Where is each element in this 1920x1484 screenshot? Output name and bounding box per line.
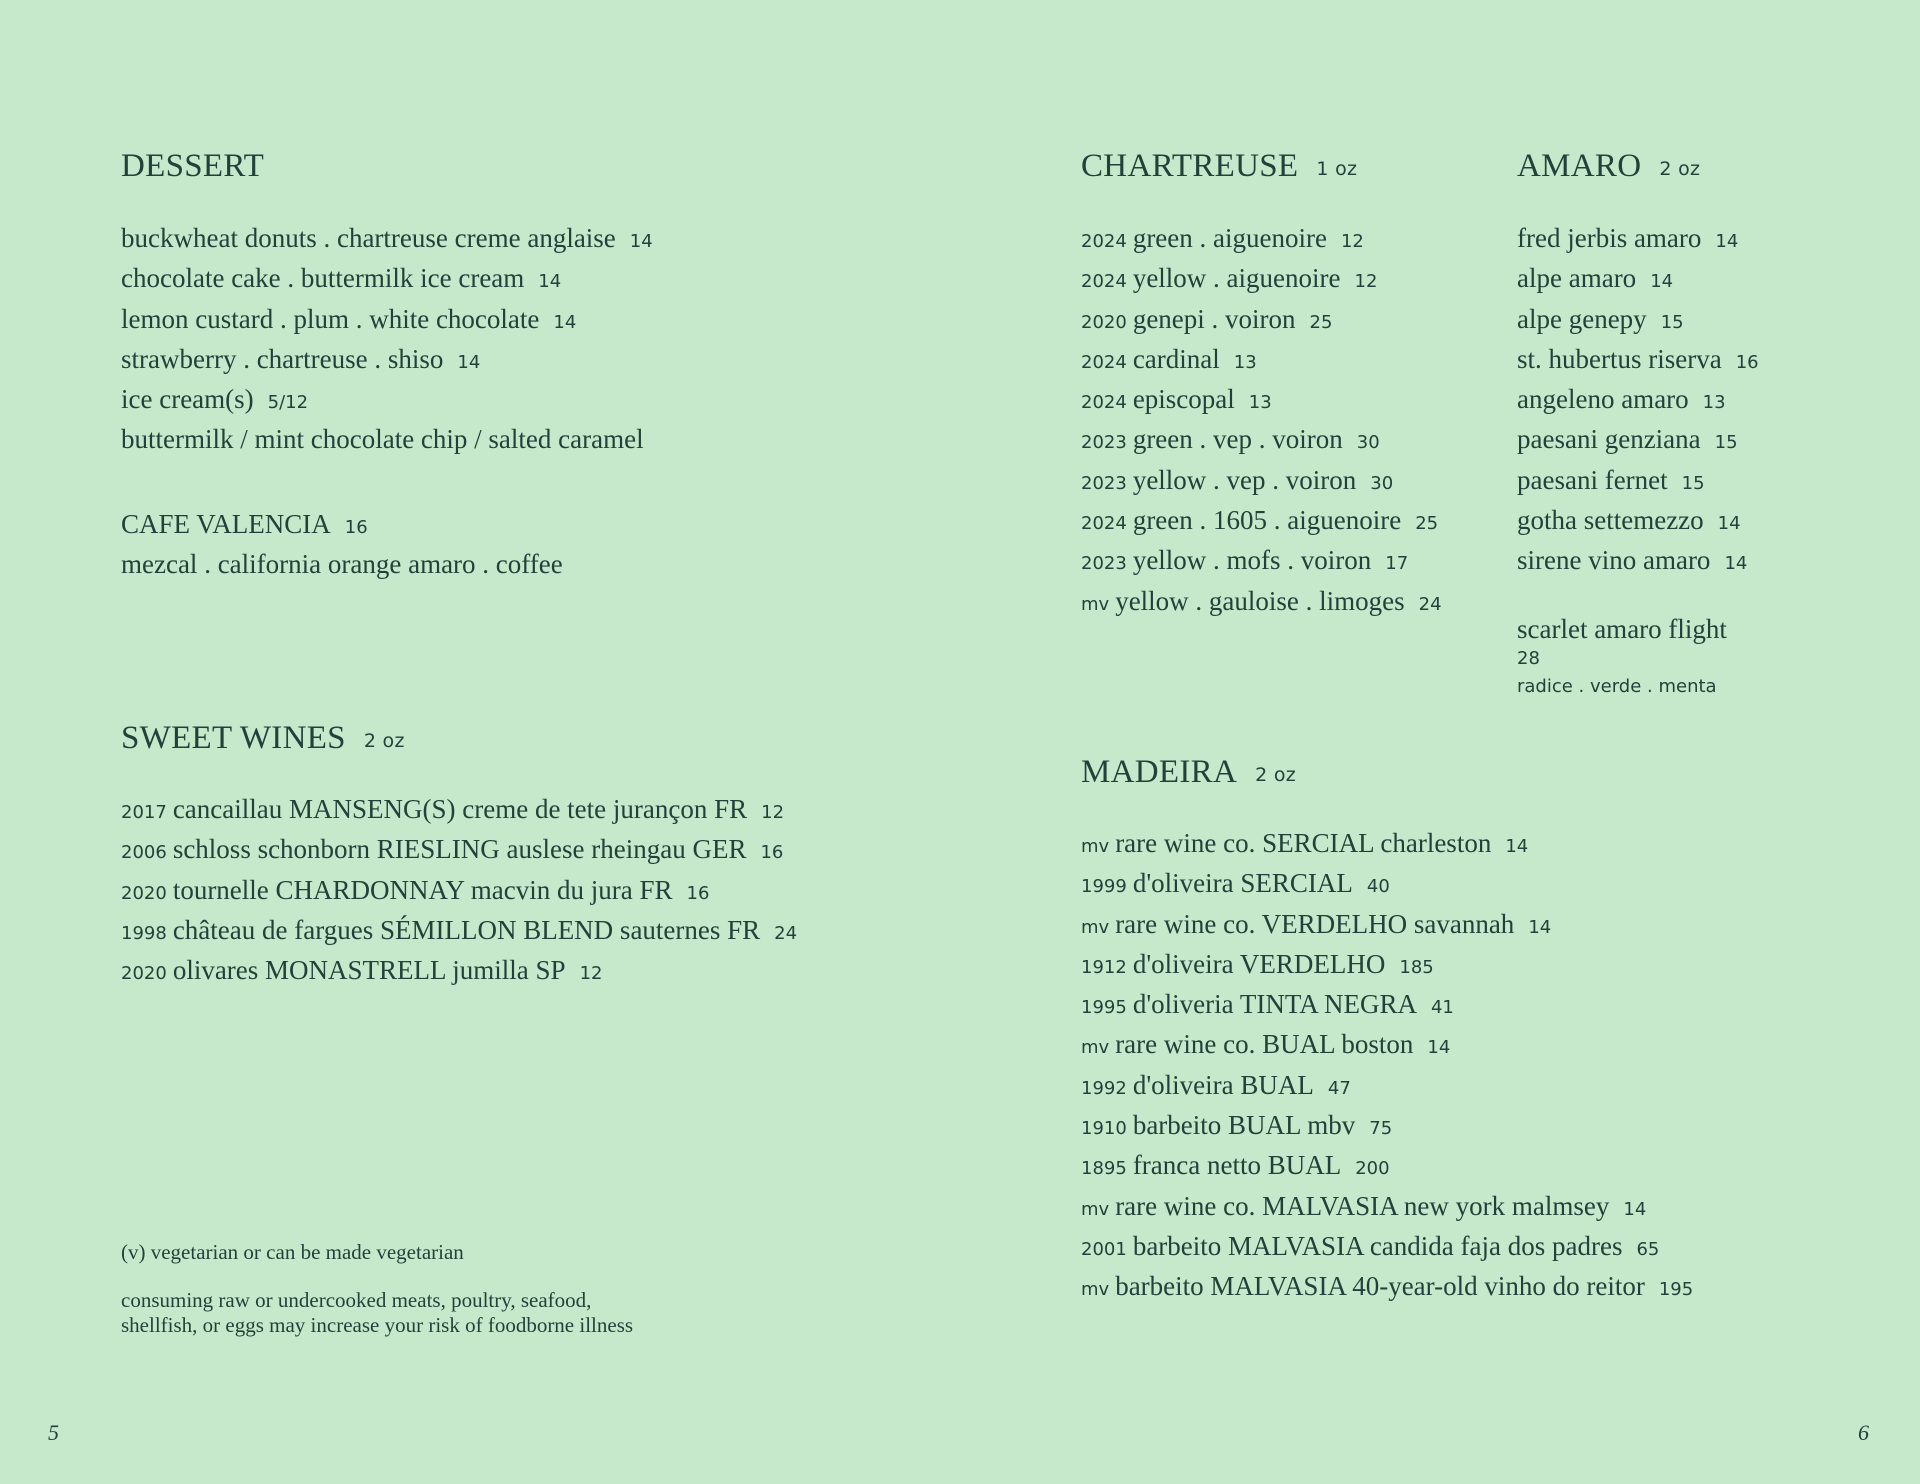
section-title: AMARO 2 oz xyxy=(1517,148,1701,184)
menu-item: fred jerbis amaro 14 xyxy=(1517,223,1739,253)
ice-cream-flavors: buttermilk / mint chocolate chip / salted caramel xyxy=(121,424,644,455)
menu-item: st. hubertus riserva 16 xyxy=(1517,343,1759,374)
section-title: CHARTREUSE 1 oz xyxy=(1081,148,1358,184)
vintage: 2024 xyxy=(1081,392,1127,414)
price: 25 xyxy=(1309,311,1333,333)
price: 16 xyxy=(344,517,368,538)
price: 14 xyxy=(1505,836,1529,857)
price: 47 xyxy=(1327,1077,1351,1099)
vintage: 1895 xyxy=(1081,1158,1127,1180)
menu-item: paesani genziana 15 xyxy=(1517,424,1738,455)
menu-item: 2024 cardinal 13 xyxy=(1081,343,1257,374)
dessert-section xyxy=(121,150,653,458)
menu-item: 2023 green . vep . voiron 30 xyxy=(1081,424,1380,455)
price: 14 xyxy=(1650,271,1674,293)
serving-size: 2 oz xyxy=(1255,764,1297,786)
menu-item: gotha settemezzo 14 xyxy=(1517,505,1741,536)
price: 195 xyxy=(1658,1279,1694,1301)
amaro-section xyxy=(1517,150,1759,703)
menu-item: 2006 schloss schonborn RIESLING auslese rheingau GER 16 xyxy=(121,834,784,865)
menu-item: 1999 d'oliveira SERCIAL 40 xyxy=(1081,868,1390,899)
price: 24 xyxy=(1418,593,1442,615)
page-number-left: 5 xyxy=(48,1420,59,1445)
vintage: 1992 xyxy=(1081,1077,1127,1099)
menu-item: lemon custard . plum . white chocolate 14 xyxy=(121,303,577,334)
page-number-right: 6 xyxy=(1858,1420,1869,1445)
price: 13 xyxy=(1248,392,1272,414)
menu-item: 2024 green . aiguenoire 12 xyxy=(1081,223,1364,253)
price: 16 xyxy=(760,842,784,864)
menu-item: mv barbeito MALVASIA 40-year-old vinho do reitor 195 xyxy=(1081,1271,1694,1302)
price: 14 xyxy=(538,271,562,293)
menu-item: ice cream(s) 5/12 xyxy=(121,384,309,415)
price: 14 xyxy=(1528,916,1552,938)
menu-item: buckwheat donuts . chartreuse creme anglaise 14 xyxy=(121,223,653,253)
menu-item: strawberry . chartreuse . shiso 14 xyxy=(121,343,481,374)
serving-size: 2 oz xyxy=(363,730,405,752)
menu-item: CAFE VALENCIA 16 xyxy=(121,509,368,539)
cafe-valencia xyxy=(121,506,563,583)
price: 65 xyxy=(1636,1238,1660,1260)
price: 12 xyxy=(761,802,785,823)
price: 16 xyxy=(686,882,710,904)
price: 41 xyxy=(1430,997,1454,1019)
vintage: 2024 xyxy=(1081,231,1127,252)
vintage: 2024 xyxy=(1081,513,1127,535)
menu-item: mv rare wine co. BUAL boston 14 xyxy=(1081,1029,1451,1060)
vintage: mv xyxy=(1081,1198,1110,1220)
menu-item: 1992 d'oliveira BUAL 47 xyxy=(1081,1069,1351,1100)
price: 200 xyxy=(1355,1158,1390,1180)
price: 14 xyxy=(457,351,481,373)
price: 12 xyxy=(579,963,603,985)
menu-item: 2023 yellow . vep . voiron 30 xyxy=(1081,464,1394,495)
price: 14 xyxy=(629,231,653,252)
menu-item: 2001 barbeito MALVASIA candida faja dos padres 65 xyxy=(1081,1230,1660,1261)
vintage: 2023 xyxy=(1081,432,1127,454)
price: 17 xyxy=(1385,553,1409,575)
menu-item: 2020 olivares MONASTRELL jumilla SP 12 xyxy=(121,955,603,986)
menu-item: 1995 d'oliveria TINTA NEGRA 41 xyxy=(1081,989,1454,1020)
price: 15 xyxy=(1714,432,1738,454)
vintage: 2006 xyxy=(121,842,167,864)
price: 5/12 xyxy=(267,392,309,414)
price: 15 xyxy=(1681,472,1705,494)
section-title: DESSERT xyxy=(121,148,265,184)
menu-item: mv rare wine co. SERCIAL charleston 14 xyxy=(1081,828,1529,858)
price: 24 xyxy=(774,922,798,944)
vintage: 1999 xyxy=(1081,876,1127,898)
price: 12 xyxy=(1340,231,1364,252)
vintage: 1995 xyxy=(1081,997,1127,1019)
menu-item: 1895 franca netto BUAL 200 xyxy=(1081,1150,1390,1181)
price: 16 xyxy=(1735,351,1759,373)
item-description: mezcal . california orange amaro . coffee xyxy=(121,549,563,580)
menu-item: 1910 barbeito BUAL mbv 75 xyxy=(1081,1110,1393,1141)
menu-item: 2020 tournelle CHARDONNAY macvin du jura FR 16 xyxy=(121,874,710,905)
menu-item: sirene vino amaro 14 xyxy=(1517,545,1748,576)
vintage: 1912 xyxy=(1081,956,1127,978)
price: 75 xyxy=(1369,1118,1393,1140)
menu-item: 2020 genepi . voiron 25 xyxy=(1081,303,1333,334)
price: 13 xyxy=(1233,351,1257,373)
menu-item: 2024 episcopal 13 xyxy=(1081,384,1272,415)
price: 13 xyxy=(1702,392,1726,414)
menu-item: 2017 cancaillau MANSENG(S) creme de tete jurançon FR 12 xyxy=(121,794,785,824)
price: 14 xyxy=(1715,231,1739,252)
menu-item: 2023 yellow . mofs . voiron 17 xyxy=(1081,545,1409,576)
price: 14 xyxy=(1623,1198,1647,1220)
sweet-wines-section xyxy=(121,722,797,992)
price: 30 xyxy=(1356,432,1380,454)
serving-size: 1 oz xyxy=(1316,158,1358,180)
menu-item: chocolate cake . buttermilk ice cream 14 xyxy=(121,263,562,294)
price: 14 xyxy=(1717,513,1741,535)
menu-item: mv rare wine co. VERDELHO savannah 14 xyxy=(1081,908,1552,939)
menu-item: 2024 yellow . aiguenoire 12 xyxy=(1081,263,1378,294)
price: 14 xyxy=(1427,1037,1451,1059)
price: 25 xyxy=(1415,513,1439,535)
price: 14 xyxy=(1724,553,1748,575)
menu-item: paesani fernet 15 xyxy=(1517,464,1705,495)
vintage: mv xyxy=(1081,916,1110,938)
madeira-section xyxy=(1081,756,1693,1309)
vintage: 2020 xyxy=(1081,311,1127,333)
menu-item: mv yellow . gauloise . limoges 24 xyxy=(1081,585,1442,616)
serving-size: 2 oz xyxy=(1659,158,1701,180)
vintage: 2023 xyxy=(1081,472,1127,494)
price: 14 xyxy=(553,311,577,333)
chartreuse-section xyxy=(1081,150,1442,623)
vintage: 1910 xyxy=(1081,1118,1127,1140)
menu-item: mv rare wine co. MALVASIA new york malmsey 14 xyxy=(1081,1190,1647,1221)
vintage: 2024 xyxy=(1081,351,1127,373)
price: 28 xyxy=(1517,647,1540,669)
vintage: 2023 xyxy=(1081,553,1127,575)
amaro-flight xyxy=(1517,611,1759,703)
vintage: mv xyxy=(1081,836,1110,857)
menu-item: 2024 green . 1605 . aiguenoire 25 xyxy=(1081,505,1439,536)
menu-item: alpe genepy 15 xyxy=(1517,303,1684,334)
vintage: mv xyxy=(1081,1279,1110,1301)
price: 185 xyxy=(1399,956,1434,978)
price: 15 xyxy=(1660,311,1684,333)
flight-name: scarlet amaro flight xyxy=(1517,613,1727,644)
menu-item: 1998 château de fargues SÉMILLON BLEND sauternes FR 24 xyxy=(121,914,798,945)
vintage: mv xyxy=(1081,1037,1110,1059)
vintage: mv xyxy=(1081,593,1110,615)
health-warning-line2: shellfish, or eggs may increase your risk of foodborne illness xyxy=(121,1313,634,1337)
price: 12 xyxy=(1354,271,1378,293)
vintage: 2017 xyxy=(121,802,167,823)
section-title: MADEIRA 2 oz xyxy=(1081,754,1297,790)
section-title: SWEET WINES 2 oz xyxy=(121,720,405,756)
vintage: 2020 xyxy=(121,882,167,904)
vintage: 2024 xyxy=(1081,271,1127,293)
health-warning-line1: consuming raw or undercooked meats, poultry, seafood, xyxy=(121,1288,592,1312)
menu-item: 1912 d'oliveira VERDELHO 185 xyxy=(1081,948,1434,979)
item-description: radice . verde . menta xyxy=(1517,675,1717,697)
price: 30 xyxy=(1370,472,1394,494)
vintage: 2001 xyxy=(1081,1238,1127,1260)
footnotes xyxy=(121,1240,633,1338)
vintage: 2020 xyxy=(121,963,167,985)
price: 40 xyxy=(1366,876,1390,898)
vegetarian-note: (v) vegetarian or can be made vegetarian xyxy=(121,1240,464,1264)
vintage: 1998 xyxy=(121,922,167,944)
menu-item: angeleno amaro 13 xyxy=(1517,384,1726,415)
menu-item: alpe amaro 14 xyxy=(1517,263,1674,294)
